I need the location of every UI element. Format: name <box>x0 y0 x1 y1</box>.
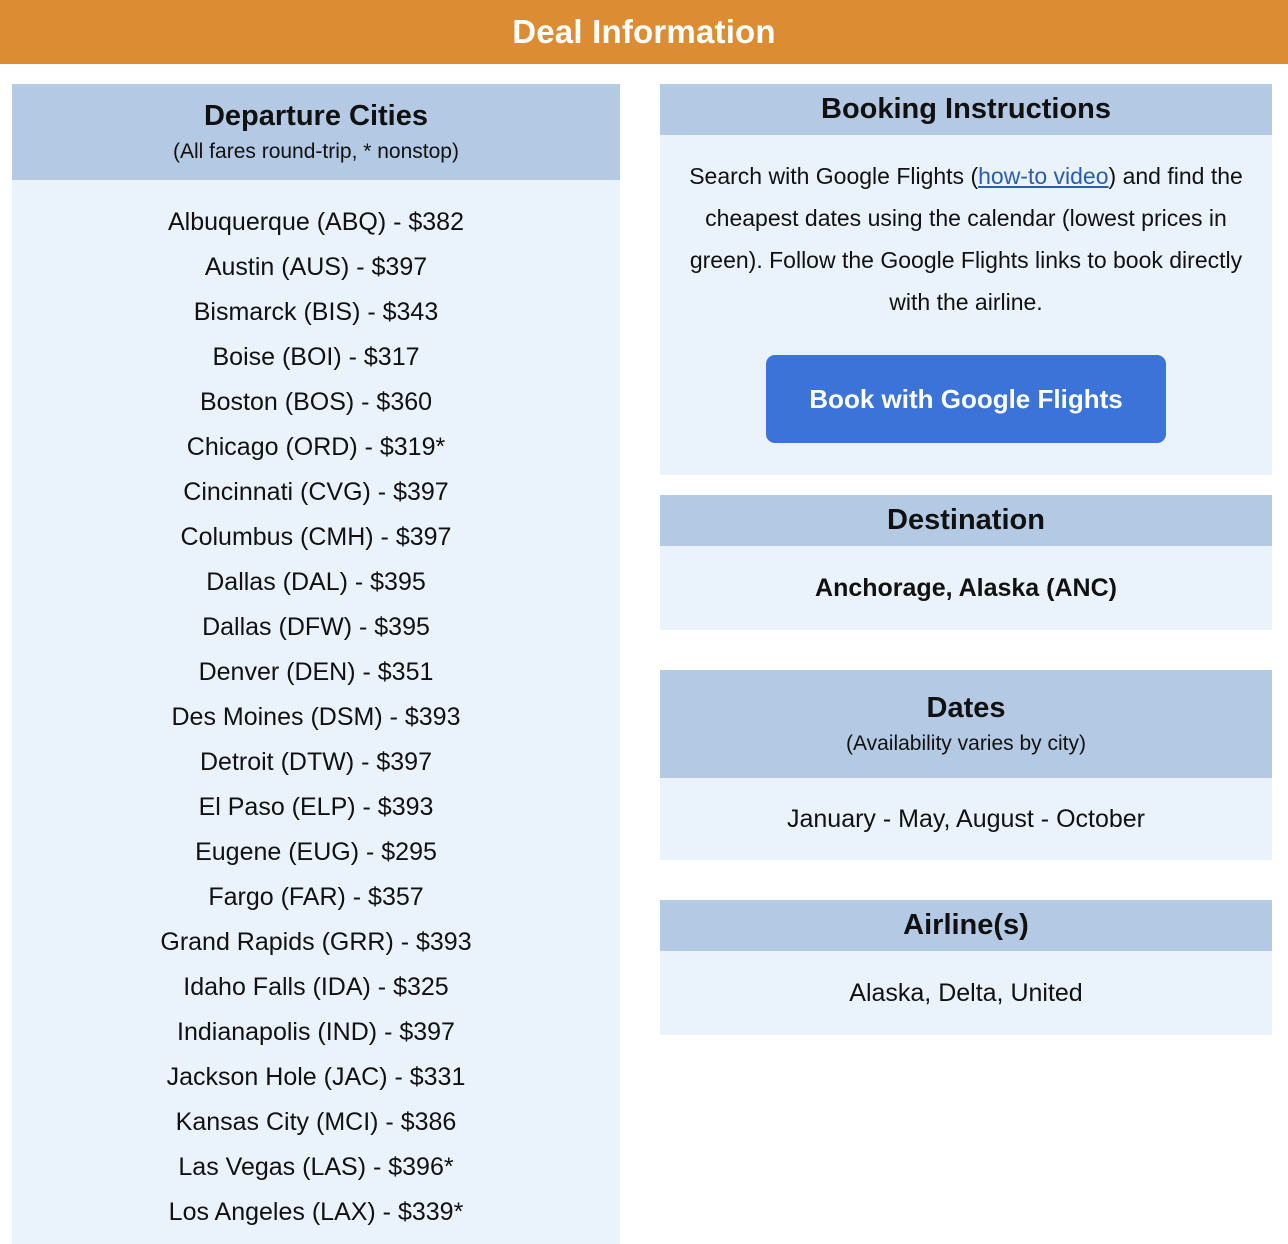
departure-cities-title: Departure Cities <box>203 99 428 132</box>
departure-cities-panel <box>12 84 620 1244</box>
book-google-flights-button[interactable]: Book with Google Flights <box>766 355 1166 443</box>
city-fare-item: Kansas City (MCI) - $386 <box>175 1108 457 1136</box>
city-fare-item: Jackson Hole (JAC) - $331 <box>166 1063 466 1091</box>
city-fare-item: Detroit (DTW) - $397 <box>200 748 432 776</box>
departure-cities-list <box>12 180 620 1244</box>
departure-cities-subtitle: (All fares round-trip, * nonstop) <box>173 140 459 164</box>
city-fare-item: Dallas (DAL) - $395 <box>206 568 426 596</box>
city-fare-item: Bismarck (BIS) - $343 <box>193 298 439 326</box>
city-fare-item: Idaho Falls (IDA) - $325 <box>183 973 449 1001</box>
city-fare-item: Austin (AUS) - $397 <box>204 253 428 281</box>
city-fare-item: Des Moines (DSM) - $393 <box>171 703 461 731</box>
destination-header <box>660 495 1272 546</box>
booking-instructions-text <box>680 155 1252 323</box>
booking-instructions-body <box>660 135 1272 475</box>
airlines-header <box>660 900 1272 951</box>
page-title-banner <box>0 0 1288 64</box>
city-fare-item: Albuquerque (ABQ) - $382 <box>167 208 464 236</box>
city-fare-item: Boise (BOI) - $317 <box>212 343 420 371</box>
dates-subtitle: (Availability varies by city) <box>845 732 1086 756</box>
content-columns <box>12 84 1272 1244</box>
dates-title: Dates <box>926 691 1006 724</box>
dates-value: January - May, August - October <box>660 778 1272 860</box>
city-fare-item: Indianapolis (IND) - $397 <box>177 1018 455 1046</box>
city-fare-item: Boston (BOS) - $360 <box>199 388 433 416</box>
city-fare-item: Fargo (FAR) - $357 <box>208 883 424 911</box>
destination-panel <box>660 495 1272 630</box>
airlines-title: Airline(s) <box>903 908 1029 941</box>
how-to-video-link[interactable]: how-to video <box>978 163 1109 189</box>
destination-value: Anchorage, Alaska (ANC) <box>660 546 1272 630</box>
booking-text-after-link: ) and find the cheapest dates using the calendar (lowest prices in green). Follow the Google Flights links to book directly with the airline. <box>689 163 1243 315</box>
city-fare-item: Cincinnati (CVG) - $397 <box>183 478 449 506</box>
city-fare-item: Dallas (DFW) - $395 <box>202 613 430 641</box>
city-fare-item: Columbus (CMH) - $397 <box>180 523 452 551</box>
city-fare-item: Chicago (ORD) - $319* <box>186 433 446 461</box>
airlines-panel <box>660 900 1272 1035</box>
city-fare-item: Grand Rapids (GRR) - $393 <box>160 928 472 956</box>
deal-details-column <box>660 84 1272 1035</box>
city-fare-item: Denver (DEN) - $351 <box>198 658 434 686</box>
departure-cities-header <box>12 84 620 180</box>
city-fare-item: Las Vegas (LAS) - $396* <box>178 1153 454 1181</box>
dates-panel <box>660 670 1272 860</box>
dates-header <box>660 670 1272 778</box>
city-fare-item: Los Angeles (LAX) - $339* <box>168 1198 464 1226</box>
booking-instructions-title: Booking Instructions <box>821 92 1111 125</box>
city-fare-item: Eugene (EUG) - $295 <box>195 838 437 866</box>
airlines-value: Alaska, Delta, United <box>660 951 1272 1035</box>
booking-instructions-header <box>660 84 1272 135</box>
page-title: Deal Information <box>512 13 776 50</box>
booking-instructions-panel <box>660 84 1272 475</box>
city-fare-item: El Paso (ELP) - $393 <box>198 793 434 821</box>
destination-title: Destination <box>887 503 1045 536</box>
booking-text-before-link: Search with Google Flights ( <box>689 163 979 189</box>
